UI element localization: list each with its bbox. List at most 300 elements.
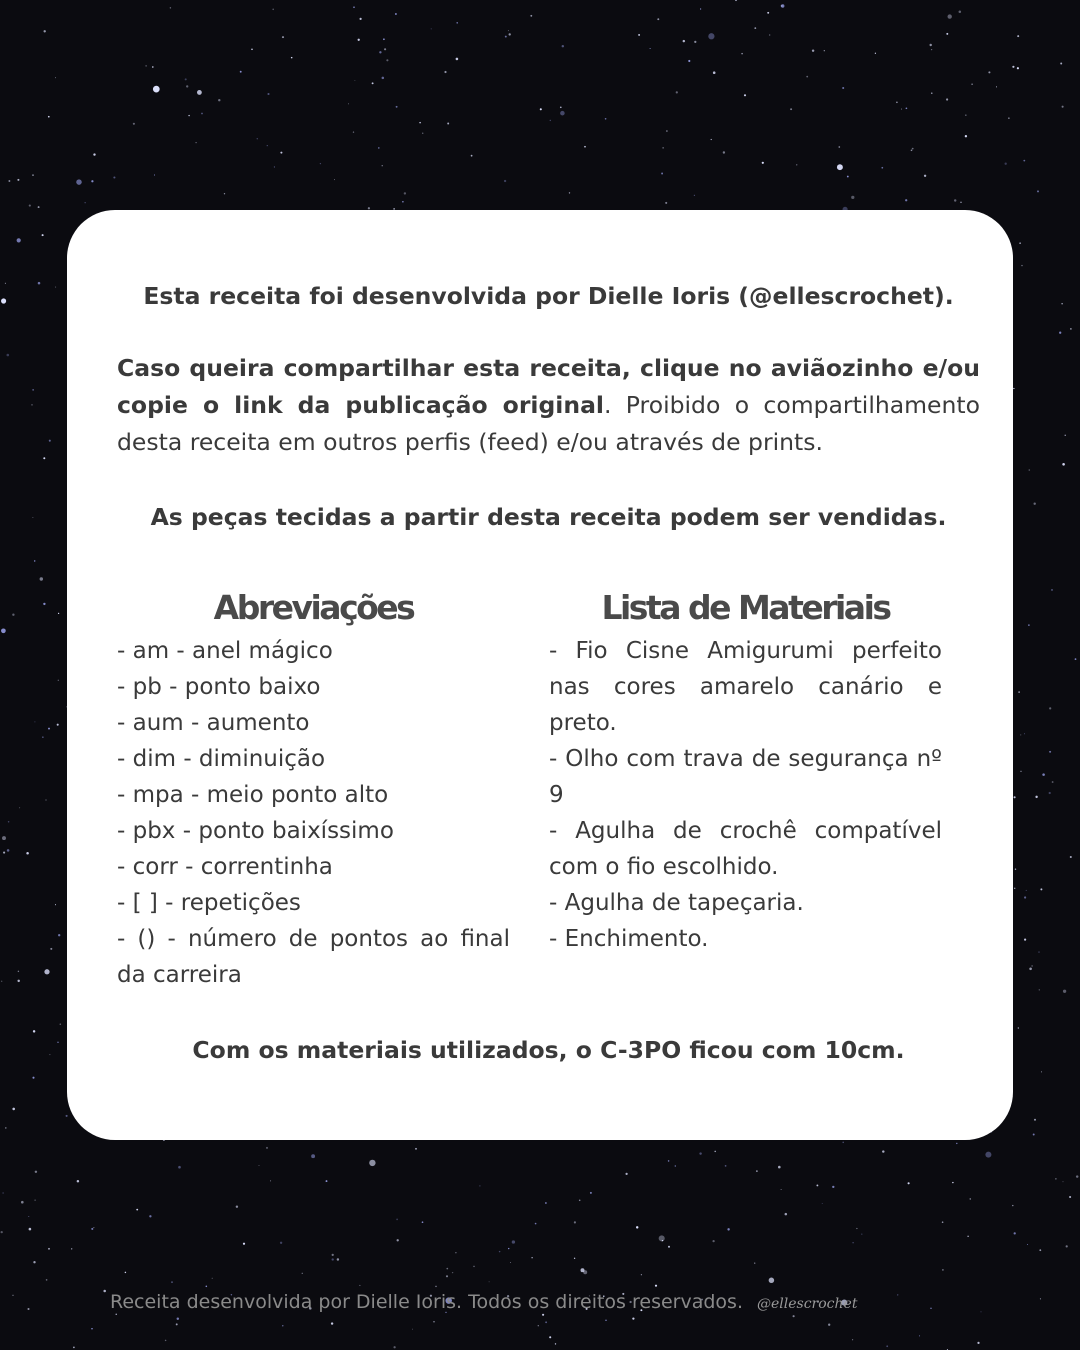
star-dot [1061,303,1062,304]
star-dot [446,1268,448,1270]
star-dot [48,1248,50,1250]
star-dot [5,1127,7,1129]
star-dot [509,33,511,35]
star-dot [714,1151,716,1153]
star-dot [422,133,423,134]
star-dot [510,1262,511,1263]
star-dot [508,1248,509,1249]
star-dot [625,1173,627,1175]
star-dot [8,180,10,182]
star-dot [1037,190,1039,192]
star-dot [103,1290,106,1293]
star-dot [638,34,640,36]
star-dot [332,1254,334,1256]
star-dot [875,53,876,54]
star-dot [886,1345,888,1347]
star-dot [224,193,225,194]
star-dot [996,86,997,87]
star-dot [832,1186,834,1188]
star-dot [32,1077,34,1079]
star-dot [688,60,690,62]
star-dot [471,155,473,157]
star-dot [1059,332,1061,334]
star-dot [152,66,154,68]
star-dot [663,147,664,148]
star-dot [828,1324,830,1326]
sale-permission-line: As peças tecidas a partir desta receita podem ser vendidas. [150,503,947,531]
star-dot [2,836,6,840]
star-dot [956,1143,957,1144]
star-dot [861,1233,862,1234]
star-dot [675,1165,676,1166]
abbreviation-item: - mpa - meio ponto alto [117,782,389,808]
star-dot [44,30,46,32]
star-dot [535,1223,537,1225]
star-dot [422,1221,424,1223]
star-dot [1060,63,1062,65]
star-dot [756,1170,758,1172]
star-dot [1027,1244,1028,1245]
star-dot [694,195,695,196]
star-dot [34,560,35,561]
abbreviation-item: - pbx - ponto baixíssimo [117,818,394,844]
material-item: - Olho com trava de segurança nº 9 [549,746,942,808]
abbreviation-item: - corr - correntinha [117,854,333,880]
star-dot [668,1160,670,1162]
star-dot [1028,624,1029,625]
star-dot [822,1203,823,1204]
star-dot [1069,1196,1071,1198]
star-dot [942,1221,944,1223]
star-dot [896,101,898,103]
star-dot [906,107,908,109]
star-dot [17,179,19,181]
star-dot [236,1205,238,1207]
star-dot [1015,868,1016,869]
star-dot [683,40,685,42]
star-dot [165,1340,167,1342]
star-dot [929,44,931,46]
star-dot [499,1251,500,1252]
author-line: Esta receita foi desenvolvida por Dielle Ioris (@ellescrochet). [143,282,954,310]
star-dot [378,147,380,149]
star-dot [358,39,360,41]
star-dot [386,59,388,61]
star-dot [946,98,948,100]
star-dot [981,1312,982,1313]
star-dot [1035,796,1037,798]
star-dot [7,849,10,852]
star-dot [769,34,770,35]
star-dot [396,1219,398,1221]
star-dot [91,1228,93,1230]
star-dot [1014,1232,1016,1234]
star-dot [282,36,284,38]
star-dot [58,680,59,681]
star-dot [17,238,21,242]
star-dot [931,93,932,94]
share-prohibition: . Proibido o compartilhamento desta receita em outros perfis (feed) e/ou através de prints. [117,391,980,456]
star-dot [456,58,459,61]
star-dot [359,18,361,20]
star-dot [73,1347,75,1349]
star-dot [178,1166,181,1169]
star-dot [508,30,509,31]
star-dot [785,1213,788,1216]
star-dot [415,1148,417,1150]
star-dot [1014,796,1016,798]
star-dot [17,980,19,982]
star-dot [790,108,792,110]
star-dot [393,1346,395,1348]
star-dot [542,1314,544,1316]
star-dot [723,151,725,153]
star-dot [1018,1027,1019,1028]
recipe-info-card [67,210,1013,1140]
star-dot [793,1315,795,1317]
star-dot [1020,734,1021,735]
star-dot [778,1166,781,1169]
star-dot [2,1192,3,1193]
star-dot [754,27,756,29]
star-dot [12,614,14,616]
star-dot [154,174,155,175]
star-dot [954,199,956,201]
star-dot [1014,888,1015,889]
star-dot [1021,265,1022,266]
star-dot [27,1308,29,1310]
star-dot [8,821,10,823]
star-dot [272,9,274,11]
star-dot [560,111,565,116]
star-dot [665,202,667,204]
star-dot [946,33,948,35]
star-dot [136,1209,138,1211]
star-dot [479,1185,480,1186]
star-dot [311,1154,315,1158]
star-dot [1017,67,1019,69]
star-dot [452,1272,453,1273]
star-dot [44,969,49,974]
star-dot [372,82,374,84]
star-dot [781,4,784,7]
star-dot [694,41,696,43]
star-dot [66,1115,68,1117]
star-dot [431,28,432,29]
star-dot [354,80,355,81]
star-dot [446,1275,448,1277]
star-dot [781,1189,782,1190]
star-dot [1005,163,1007,165]
star-dot [267,145,268,146]
star-dot [574,1221,576,1223]
star-dot [145,65,146,66]
star-dot [185,78,187,80]
star-dot [31,404,32,405]
star-dot [1038,951,1039,952]
star-dot [816,1184,818,1186]
star-dot [711,139,712,140]
star-dot [397,1239,399,1241]
star-dot [1051,589,1053,591]
star-dot [259,1165,260,1166]
star-dot [1023,160,1025,162]
star-dot [504,180,506,182]
star-dot [762,162,764,164]
star-dot [1041,1071,1042,1072]
star-dot [384,48,386,50]
star-dot [1031,965,1032,966]
star-dot [919,1335,920,1336]
star-dot [49,440,51,442]
star-dot [1,298,6,303]
star-dot [1029,968,1032,971]
star-dot [32,174,34,176]
star-dot [473,1266,475,1268]
material-item: - Agulha de tapeçaria. [549,890,804,916]
star-dot [1063,1181,1064,1182]
star-dot [267,93,269,95]
star-dot [334,179,335,180]
star-dot [1034,1119,1036,1121]
star-dot [170,7,171,8]
star-dot [948,14,952,18]
star-dot [29,205,31,207]
abbreviation-item: - () - número de pontos ao final da carreira [117,926,510,988]
star-dot [348,104,349,105]
star-dot [91,180,93,182]
star-dot [735,0,737,1]
star-dot [489,1281,490,1282]
star-dot [251,48,253,50]
star-dot [908,1182,910,1184]
star-dot [662,1240,663,1241]
star-dot [632,1317,634,1319]
material-item: - Agulha de crochê compatível com o fio escolhido. [549,818,942,880]
star-dot [274,166,275,167]
star-dot [650,48,651,49]
star-dot [240,71,242,73]
star-dot [35,1171,37,1173]
star-dot [856,1228,857,1229]
star-dot [76,179,82,185]
abbreviation-item: - pb - ponto baixo [117,674,321,700]
star-dot [55,904,56,905]
star-dot [291,57,293,59]
star-dot [282,1325,283,1326]
star-dot [3,852,5,854]
star-dot [659,1235,665,1241]
star-dot [977,1342,979,1344]
star-dot [1070,856,1072,858]
star-dot [116,1314,117,1315]
star-dot [280,1242,282,1244]
star-dot [176,1323,178,1325]
star-dot [49,1054,50,1055]
star-dot [931,49,932,50]
materials-list [549,633,942,957]
star-dot [12,1108,15,1111]
star-dot [545,1202,547,1204]
star-dot [708,33,714,39]
star-dot [337,1258,339,1260]
star-dot [657,18,659,20]
star-dot [29,1228,32,1231]
star-dot [1033,1134,1035,1136]
star-dot [379,51,381,53]
star-dot [754,1262,755,1263]
star-dot [985,1152,991,1158]
star-dot [33,1030,35,1032]
star-dot [48,116,50,118]
star-dot [806,76,808,78]
star-dot [769,1278,775,1284]
star-dot [1029,469,1031,471]
star-dot [243,1243,245,1245]
star-dot [206,1286,208,1288]
star-dot [560,106,562,108]
material-item: - Enchimento. [549,926,709,952]
star-dot [699,1152,701,1154]
star-dot [1034,503,1036,505]
result-size-line: Com os materiais utilizados, o C-3PO ficou com 10cm. [192,1036,905,1064]
star-dot [266,1147,268,1149]
star-dot [353,131,354,132]
star-dot [505,36,507,38]
star-dot [574,1258,575,1259]
star-dot [959,10,962,13]
star-dot [924,175,926,177]
star-dot [331,1322,333,1324]
star-dot [1055,1178,1056,1179]
star-dot [32,517,33,518]
star-dot [149,1215,151,1217]
star-dot [26,852,29,855]
star-dot [641,1274,642,1275]
star-dot [28,1216,29,1217]
footer [110,1291,857,1313]
star-dot [419,122,421,124]
star-dot [965,135,967,137]
star-dot [911,149,913,151]
star-dot [852,1242,853,1243]
star-dot [712,1240,714,1242]
star-dot [1049,707,1051,709]
star-dot [412,1329,413,1330]
star-dot [1024,939,1026,941]
star-dot [905,199,907,201]
star-dot [1052,781,1054,783]
star-dot [38,206,40,208]
star-dot [851,196,854,199]
copyright-text: Receita desenvolvida por Dielle Ioris. Todos os direitos reservados. [110,1291,743,1313]
star-dot [661,173,663,175]
star-dot [5,283,6,284]
star-dot [12,1295,13,1296]
star-dot [837,164,843,170]
star-dot [538,1325,539,1326]
star-dot [7,354,10,357]
star-dot [58,934,60,936]
star-dot [42,736,43,737]
star-dot [19,807,20,808]
star-dot [590,1192,592,1194]
star-dot [967,1236,968,1237]
star-dot [549,1336,551,1338]
star-dot [842,1142,843,1143]
star-dot [569,192,570,193]
star-dot [302,1273,303,1274]
star-dot [562,45,564,47]
star-dot [1020,771,1021,772]
star-dot [741,53,743,55]
abbreviation-item: - dim - diminuição [117,746,326,772]
star-dot [270,1180,271,1181]
star-dot [218,99,220,101]
star-dot [847,176,849,178]
star-dot [177,1317,179,1319]
star-dot [901,109,902,110]
star-dot [897,1294,898,1295]
star-dot [113,176,115,178]
star-dot [1076,1175,1078,1177]
star-dot [713,71,716,74]
material-item: - Fio Cisne Amigurumi perfeito nas cores amarelo canário e preto. [549,638,942,736]
star-dot [1040,888,1042,890]
star-dot [1075,658,1077,660]
star-dot [744,94,746,96]
star-dot [133,123,135,125]
star-dot [444,71,446,73]
star-dot [1039,989,1040,990]
star-dot [1026,890,1027,891]
star-dot [77,1180,79,1182]
star-dot [91,1328,92,1329]
star-dot [1039,1249,1041,1251]
star-dot [188,115,189,116]
star-dot [666,130,668,132]
abbreviation-item: - am - anel mágico [117,638,333,664]
star-dot [395,13,397,15]
star-dot [882,1150,884,1152]
star-dot [960,202,961,203]
abbreviations-section [117,585,510,993]
star-dot [555,1343,556,1344]
star-dot [186,85,188,87]
star-dot [550,120,551,121]
star-dot [43,603,45,605]
star-dot [125,1272,127,1274]
star-dot [40,577,43,580]
star-dot [456,22,457,23]
star-dot [32,389,33,390]
star-dot [1024,733,1025,734]
abbreviations-list [117,633,510,993]
star-dot [71,1248,72,1249]
signature-logo: @ellescrochet [757,1296,858,1312]
star-dot [700,8,701,9]
star-dot [257,138,258,139]
star-dot [579,1200,581,1202]
star-dot [512,1240,515,1243]
materials-section [549,585,942,957]
star-dot [55,77,56,78]
star-dot [1063,990,1066,993]
star-dot [812,49,814,51]
star-dot [359,1285,360,1286]
star-dot [43,457,45,459]
star-dot [396,106,398,108]
